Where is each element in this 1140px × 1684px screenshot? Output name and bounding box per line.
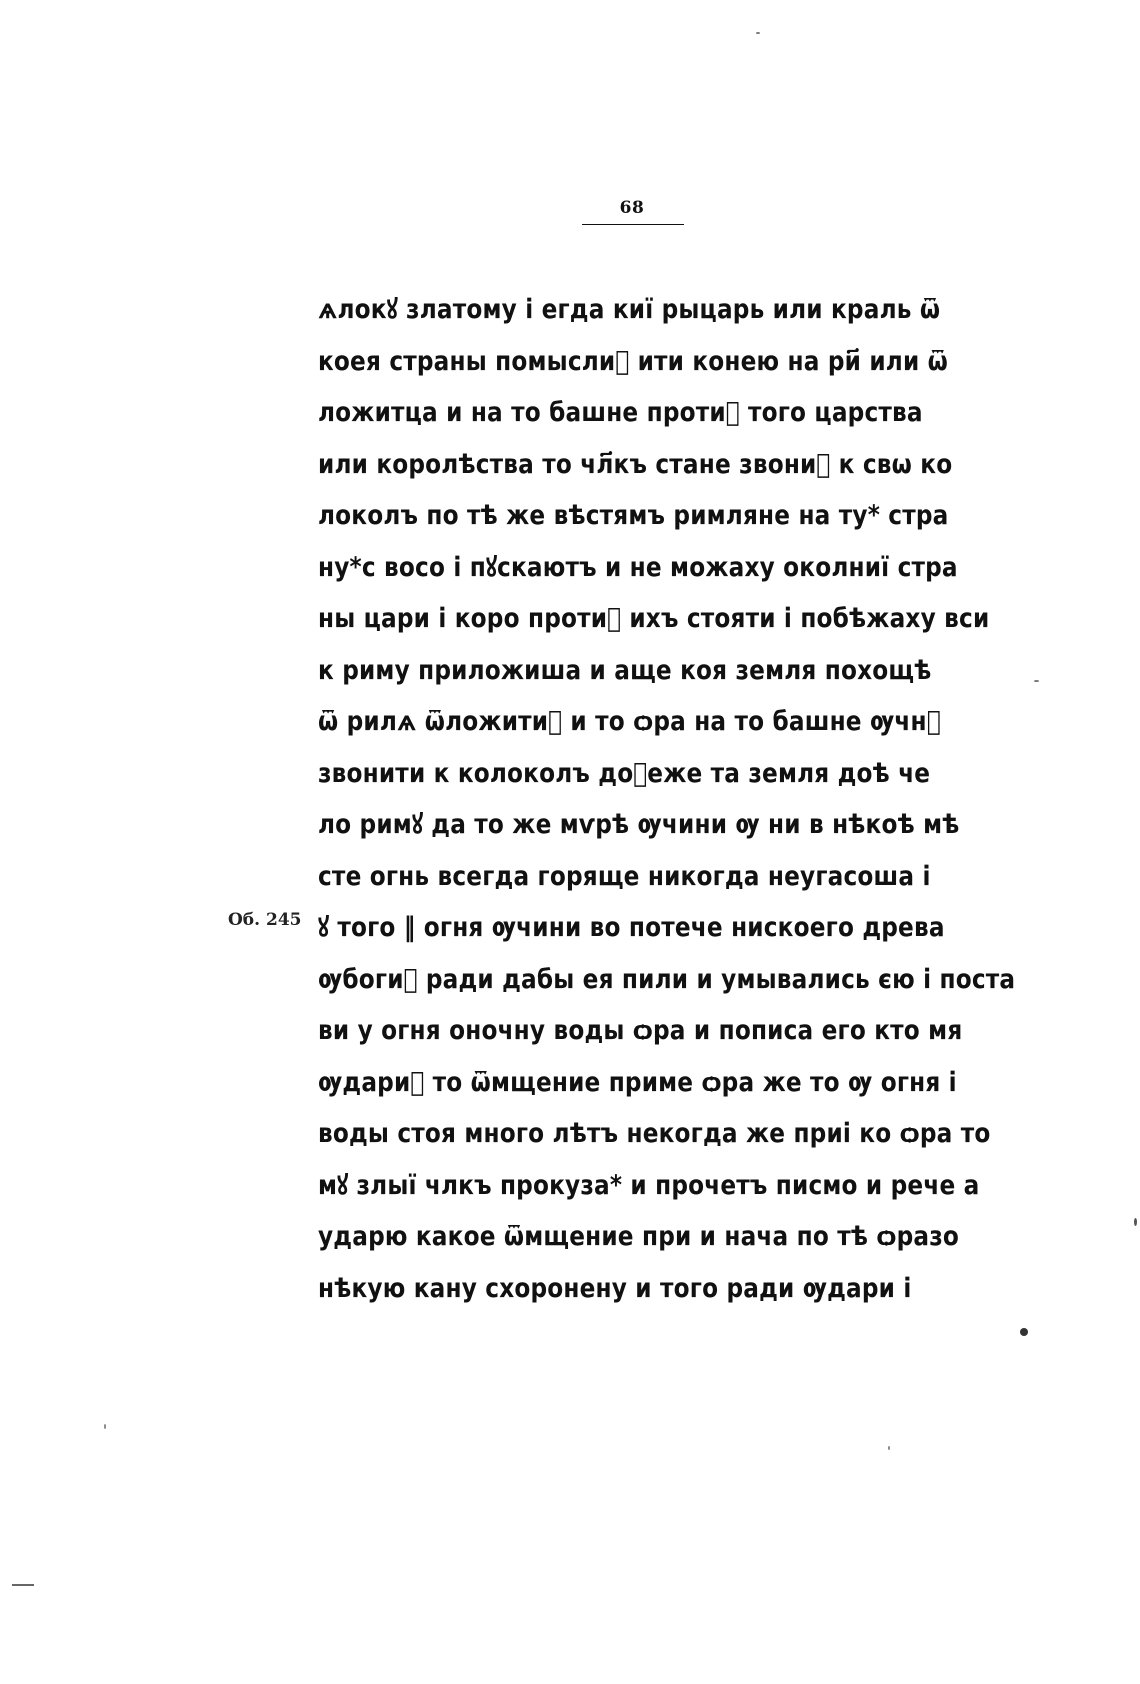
text-line: мꙋ злыї члкъ прокуза* и прочетъ писмо и рече а: [318, 1169, 980, 1201]
text-line: ну*с восо і пꙋскаютъ и не можаху околниї стра: [318, 551, 958, 583]
text-line: коея страны помыслиⷮ ити конею на ри҃ или ѿ: [318, 345, 949, 377]
text-line: ѹдариⷮ то ѿмщение приме ѻра же то ѹ огня і: [318, 1066, 957, 1098]
page-number: 68: [619, 198, 645, 218]
scan-speck: [756, 32, 760, 34]
text-line: ѧлокꙋ златому і егда киї рыцарь или краль ѿ: [318, 294, 941, 325]
scan-speck: [1020, 1328, 1028, 1336]
scan-speck: [1134, 1218, 1137, 1226]
text-block: [318, 284, 1016, 1314]
scan-speck: [888, 1446, 890, 1450]
text-line: ны цари і коро протиⷡ ихъ стояти і побѣжаху вси: [318, 603, 990, 634]
text-line: ѿ рилѧ ѿложитиⷡ и то ѻра на то башне ѹчнꙋ: [318, 706, 941, 737]
text-line: ложитца и на то башне протиⷡ того царства: [318, 397, 923, 428]
text-line: нѣкую кану схоронену и того ради ѹдари і: [318, 1272, 912, 1304]
scan-speck: [104, 1424, 106, 1429]
text-line: локолъ по тѣ же вѣстямъ римляне на ту* стра: [318, 500, 949, 531]
text-line: ви у огня оночну воды ѻра и пописа его кто мя: [318, 1015, 963, 1046]
page-number-rule: [582, 224, 684, 225]
scan-speck: [12, 1584, 34, 1586]
text-line: ударю какое ѿмщение при и нача по тѣ ѻразо: [318, 1221, 960, 1252]
text-line: ѹбогиⷨ ради дабы ея пили и умывались єю і поста: [318, 963, 1016, 995]
text-line: ꙋ того ‖ огня ѹчини во потече нискоего древа: [318, 912, 945, 943]
text-line: ло римꙋ да то же мѵрѣ ѹчини ѹ ни в нѣкоѣ мѣ: [318, 809, 960, 840]
text-line: воды стоя много лѣтъ некогда же приі ко ѻра то: [318, 1118, 991, 1149]
text-line: к риму приложиша и аще коя земля похощѣ: [318, 654, 932, 686]
scan-speck: [1034, 680, 1039, 682]
text-line: или королѣства то чл҃къ стане звониⷮ к свѡ ко: [318, 448, 953, 480]
text-line: звонити к колоколъ доⷣеже та земля доѣ че: [318, 757, 931, 789]
margin-note: Об. 245: [228, 910, 302, 930]
text-line: сте огнь всегда горяще никогда неугасоша і: [318, 860, 931, 892]
